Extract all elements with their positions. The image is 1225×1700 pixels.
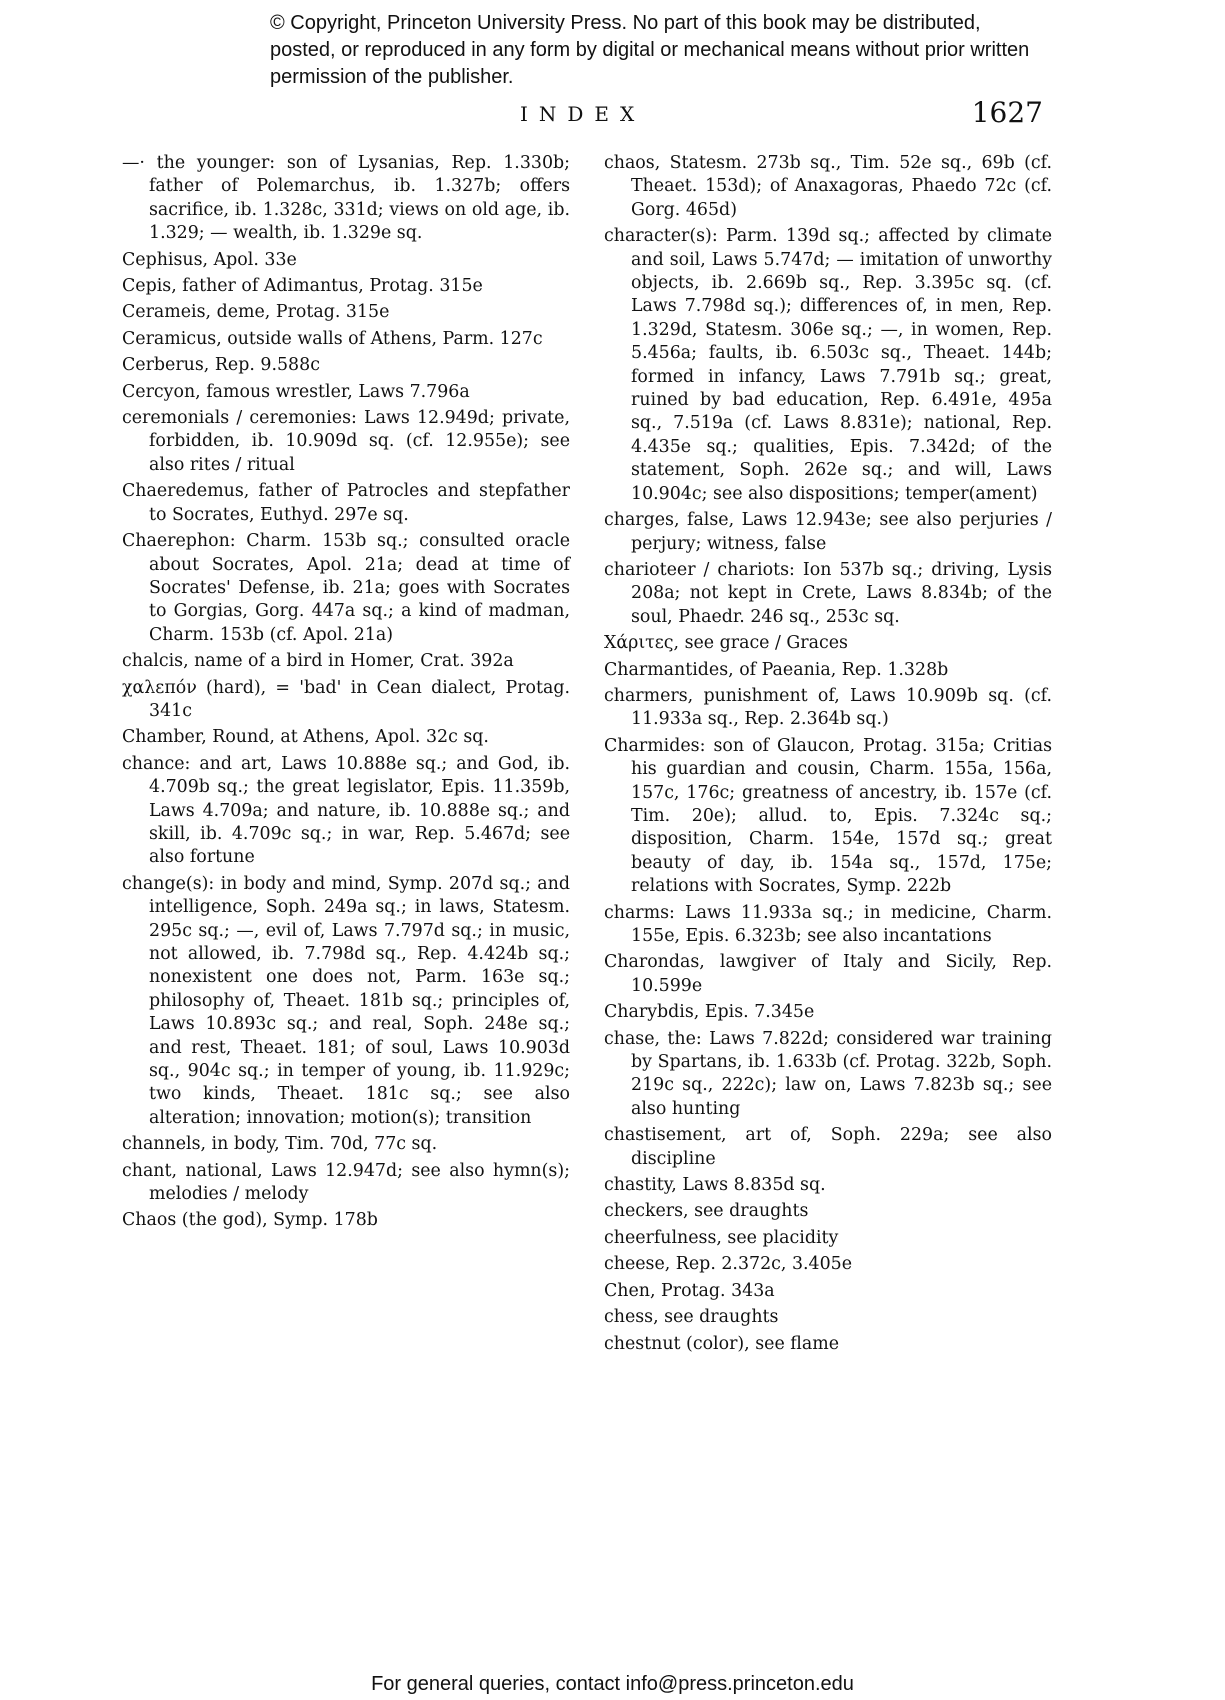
index-entry: Charondas, lawgiver of Italy and Sicily, Rep. 10.599e xyxy=(604,952,1052,996)
index-entry: Chamber, Round, at Athens, Apol. 32c sq. xyxy=(122,727,489,748)
index-entry: cheese, Rep. 2.372c, 3.405e xyxy=(604,1254,853,1275)
index-entry: chalcis, name of a bird in Homer, Crat. 392a xyxy=(122,651,514,672)
index-entry: chastity, Laws 8.835d sq. xyxy=(604,1175,826,1196)
index-entry: Chaeredemus, father of Patrocles and stepfather to Socrates, Euthyd. 297e sq. xyxy=(122,481,570,525)
index-entry: Cepis, father of Adimantus, Protag. 315e xyxy=(122,276,483,297)
index-entry: chestnut (color), see flame xyxy=(604,1333,840,1354)
index-entry: chaos, Statesm. 273b sq., Tim. 52e sq., 69b (cf. Theaet. 153d); of Anaxagoras, Phaedo 72c (cf. Gorg. 465d) xyxy=(604,153,1052,220)
index-entry: Cephisus, Apol. 33e xyxy=(122,249,297,270)
running-head-title: INDEX xyxy=(520,102,646,126)
index-entry: Cerameis, deme, Protag. 315e xyxy=(122,302,390,323)
running-head xyxy=(0,96,1225,136)
index-entry: Chaos (the god), Symp. 178b xyxy=(122,1210,378,1231)
index-entry: Charmantides, of Paeania, Rep. 1.328b xyxy=(604,659,949,680)
index-entry: Χάριτες, see grace / Graces xyxy=(604,633,848,654)
index-entry: Charybdis, Epis. 7.345e xyxy=(604,1002,815,1023)
index-entry: Chen, Protag. 343a xyxy=(604,1280,775,1301)
index-entry: chess, see draughts xyxy=(604,1307,779,1328)
index-entry: chastisement, art of, Soph. 229a; see also discipline xyxy=(604,1125,1052,1169)
index-entry: Charmides: son of Glaucon, Protag. 315a; Critias his guardian and cousin, Charm. 155a, 156a, 157c, 176c; greatness of ancestry, ib. 157e (cf. Tim. 20e); allud. to, Epis. 7.324c sq.; disposition, Charm. 154e, 157d sq.; great beauty of day, ib. 154a sq., 157d, 175e; relations with Socrates, Symp. 222b xyxy=(604,735,1052,897)
index-entry: Cerberus, Rep. 9.588c xyxy=(122,355,320,376)
index-entry: Chaerephon: Charm. 153b sq.; consulted oracle about Socrates, Apol. 21a; dead at time of Socrates' Defense, ib. 21a; goes with Socrates to Gorgias, Gorg. 447a sq.; a kind of madman, Charm. 153b (cf. Apol. 21a) xyxy=(122,531,570,645)
index-entry: ceremonials / ceremonies: Laws 12.949d; private, forbidden, ib. 10.909d sq. (cf. 12.955e); see also rites / ritual xyxy=(122,408,570,475)
page-number: 1627 xyxy=(971,96,1043,129)
index-entry: change(s): in body and mind, Symp. 207d sq.; and intelligence, Soph. 249a sq.; in laws, Statesm. 295c sq.; —, evil of, Laws 7.797d sq.; in music, not allowed, ib. 7.798d sq., Rep. 4.424b sq.; nonexistent one does not, Parm. 163e sq.; philosophy of, Theaet. 181b sq.; principles of, Laws 10.893c sq.; and real, Soph. 248e sq.; and rest, Theaet. 181; of soul, Laws 10.903d sq., 904c sq.; in temper of young, ib. 11.929c; two kinds, Theaet. 181c sq.; see also alteration; innovation; motion(s); transition xyxy=(122,873,570,1128)
index-entry: charmers, punishment of, Laws 10.909b sq. (cf. 11.933a sq., Rep. 2.364b sq.) xyxy=(604,685,1052,730)
index-entry: charges, false, Laws 12.943e; see also perjuries / perjury; witness, false xyxy=(604,510,1052,554)
index-entry: checkers, see draughts xyxy=(604,1201,809,1222)
index-column-left xyxy=(122,152,570,1236)
footer-contact: For general queries, contact info@press.princeton.edu xyxy=(371,1673,854,1695)
index-entry: chant, national, Laws 12.947d; see also hymn(s); melodies / melody xyxy=(122,1160,570,1205)
index-entry: charms: Laws 11.933a sq.; in medicine, Charm. 155e, Epis. 6.323b; see also incantations xyxy=(604,902,1052,946)
index-entry: channels, in body, Tim. 70d, 77c sq. xyxy=(122,1134,438,1155)
index-entry: —· the younger: son of Lysanias, Rep. 1.330b; father of Polemarchus, ib. 1.327b; offers sacrifice, ib. 1.328c, 331d; views on old age, ib. 1.329; — wealth, ib. 1.329e sq. xyxy=(122,153,570,244)
copyright-notice: © Copyright, Princeton University Press. No part of this book may be distributed, posted, or reproduced in any form by digital or mechanical means without prior written permission of the publisher. xyxy=(270,12,1030,88)
index-entry: Cercyon, famous wrestler, Laws 7.796a xyxy=(122,381,470,402)
index-entry: chance: and art, Laws 10.888e sq.; and God, ib. 4.709b sq.; the great legislator, Epis. 11.359b, Laws 4.709a; and nature, ib. 10.888e sq.; and skill, ib. 4.709c sq.; in war, Rep. 5.467d; see also fortune xyxy=(122,753,570,868)
index-entry: cheerfulness, see placidity xyxy=(604,1227,839,1248)
index-entry: charioteer / chariots: Ion 537b sq.; driving, Lysis 208a; not kept in Crete, Laws 8.834b; of the soul, Phaedr. 246 sq., 253c sq. xyxy=(604,559,1052,627)
index-entry: Ceramicus, outside walls of Athens, Parm. 127c xyxy=(122,328,543,349)
index-entry: chase, the: Laws 7.822d; considered war training by Spartans, ib. 1.633b (cf. Protag. 322b, Soph. 219c sq., 222c); law on, Laws 7.823b sq.; see also hunting xyxy=(604,1028,1052,1119)
index-column-right xyxy=(604,152,1052,1359)
index-entry: character(s): Parm. 139d sq.; affected by climate and soil, Laws 5.747d; — imitation of unworthy objects, ib. 2.669b sq., Rep. 3.395c sq. (cf. Laws 7.798d sq.); differences of, in men, Rep. 1.329d, Statesm. 306e sq.; —, in women, Rep. 5.456a; faults, ib. 6.503c sq., Theaet. 144b; formed in infancy, Laws 7.791b sq.; great, ruined by bad education, Rep. 6.491e, 495a sq., 7.519a (cf. Laws 8.831e); national, Rep. 4.435e sq.; qualities, Epis. 7.342d; of the statement, Soph. 262e sq.; and will, Laws 10.904c; see also dispositions; temper(ament) xyxy=(604,226,1052,504)
index-entry: χαλεπόν (hard), = 'bad' in Cean dialect, Protag. 341c xyxy=(122,677,570,721)
